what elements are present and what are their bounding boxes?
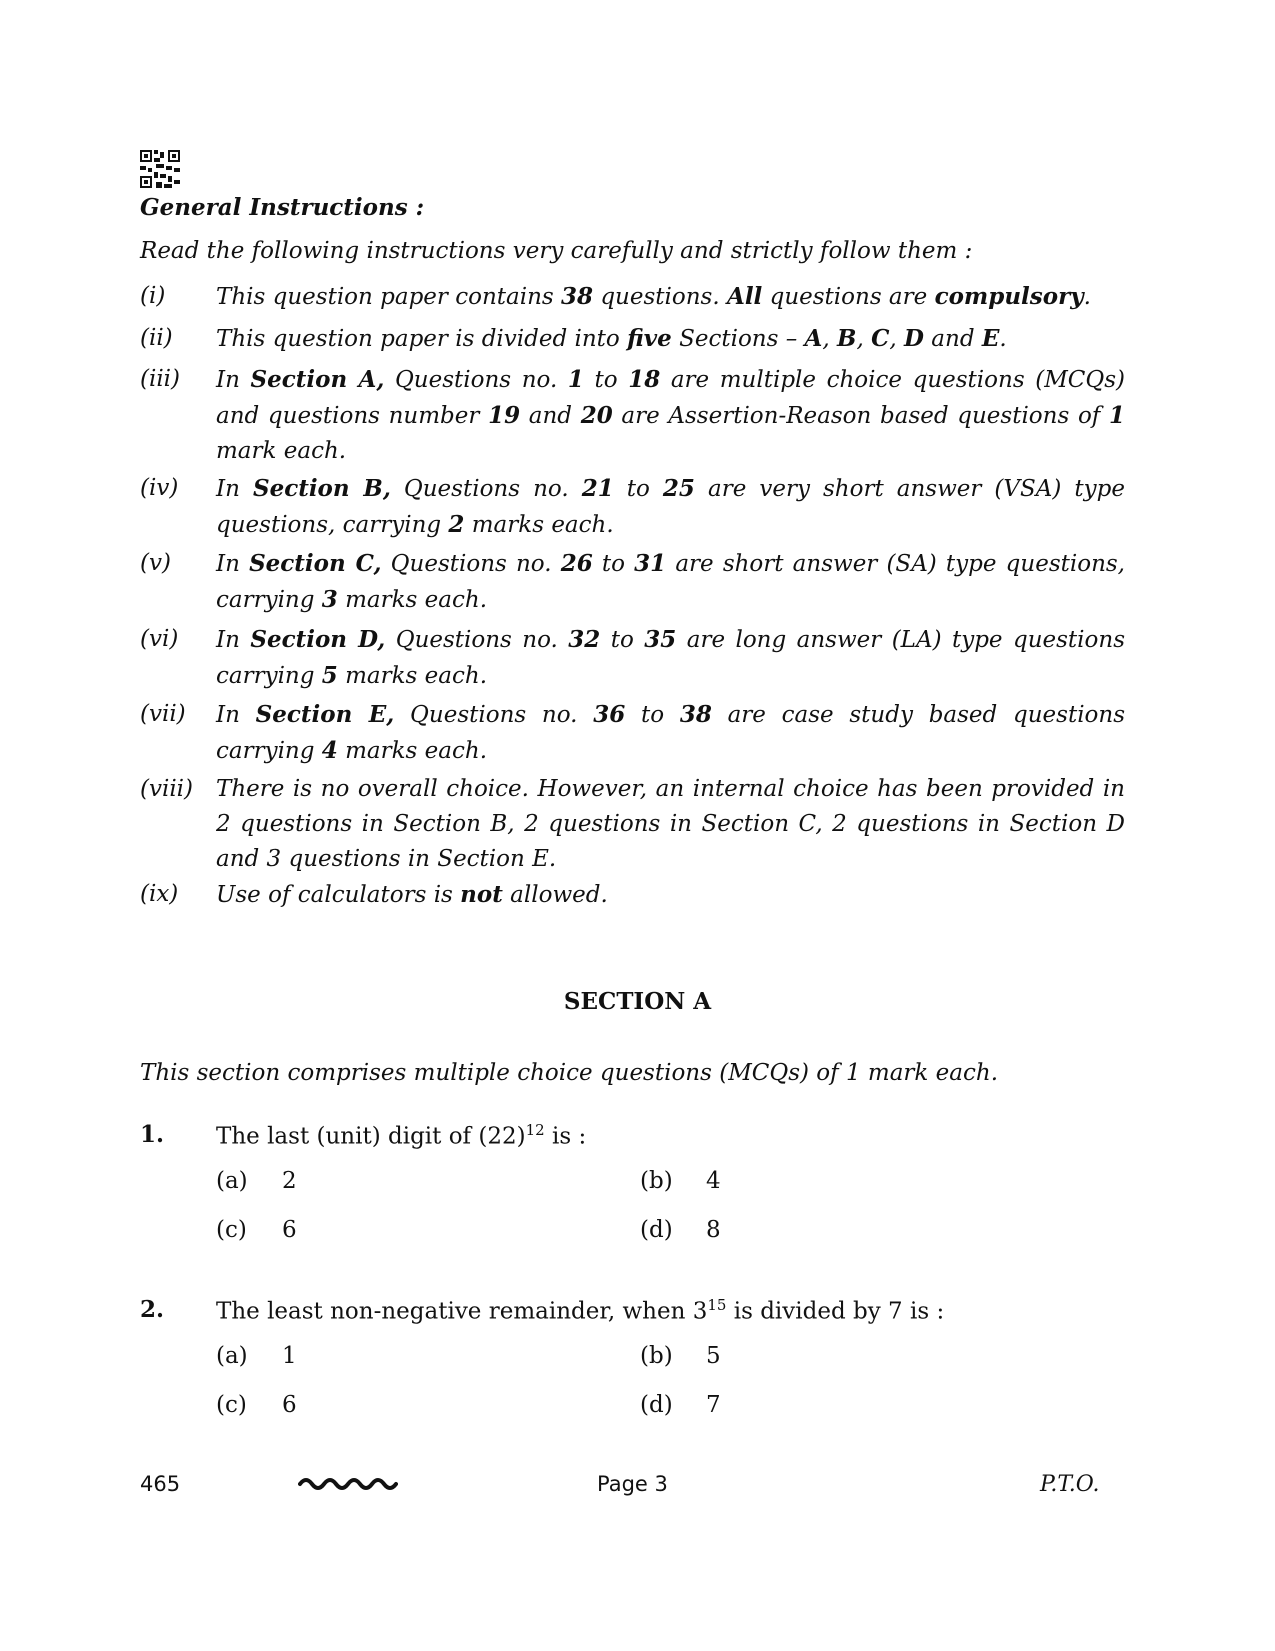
instruction-text xyxy=(216,546,1125,618)
question-text-part: is : xyxy=(544,1123,587,1150)
text-run: are very short answer (VSA) type questions, carrying xyxy=(216,476,1125,538)
emphasis-text: Section E, xyxy=(255,701,395,728)
text-run: allowed. xyxy=(502,882,608,908)
instruction-text xyxy=(216,877,1125,913)
option-value: 8 xyxy=(706,1217,721,1243)
text-run: , xyxy=(822,326,838,352)
question-text xyxy=(216,1296,944,1325)
question-text-part: is divided by 7 is : xyxy=(726,1298,945,1325)
text-run: are Assertion-Reason based questions of xyxy=(612,403,1109,429)
emphasis-text: C xyxy=(871,325,890,352)
text-run: In xyxy=(216,476,253,502)
option-label: (b) xyxy=(640,1168,673,1194)
instruction-item xyxy=(140,697,1125,769)
option-value: 5 xyxy=(706,1343,721,1369)
emphasis-text: 36 xyxy=(593,701,626,728)
section-description: This section comprises multiple choice questions (MCQs) of 1 mark each. xyxy=(140,1060,999,1086)
instruction-item xyxy=(140,877,1125,913)
emphasis-text: 5 xyxy=(321,662,338,689)
text-run: Questions no. xyxy=(390,476,582,502)
instruction-item xyxy=(140,772,1125,877)
option-label: (c) xyxy=(216,1217,247,1243)
instruction-number: (ii) xyxy=(140,325,173,351)
emphasis-text: 20 xyxy=(580,402,613,429)
text-run: marks each. xyxy=(337,587,488,613)
text-run: Questions no. xyxy=(385,627,569,653)
option-label: (a) xyxy=(216,1168,248,1194)
emphasis-text: A xyxy=(804,325,823,352)
option-value: 1 xyxy=(282,1343,297,1369)
option-value: 7 xyxy=(706,1392,721,1418)
instruction-item xyxy=(140,279,1125,315)
instruction-item xyxy=(140,546,1125,618)
emphasis-text: B xyxy=(837,325,857,352)
text-run: and xyxy=(520,403,581,429)
question-text-part: The least non-negative remainder, when 3 xyxy=(216,1298,708,1325)
page-number: Page 3 xyxy=(597,1472,668,1496)
text-run: Questions no. xyxy=(384,367,568,393)
option-label: (b) xyxy=(640,1343,673,1369)
emphasis-text: 18 xyxy=(628,366,661,393)
text-run: questions. xyxy=(593,284,727,310)
text-run: to xyxy=(600,627,645,653)
instruction-item xyxy=(140,321,1125,357)
section-title: SECTION A xyxy=(563,988,712,1015)
text-run: There is no overall choice. However, an internal choice has been provided in 2 questions in Section B, 2 questions in Section C, 2 questions in Section D and 3 questions in Section E. xyxy=(216,776,1125,872)
emphasis-text: 26 xyxy=(560,550,593,577)
text-run: to xyxy=(625,702,680,728)
question-number: 1. xyxy=(140,1121,165,1148)
emphasis-text: Section D, xyxy=(250,626,386,653)
instruction-number: (vi) xyxy=(140,626,179,652)
emphasis-text: 38 xyxy=(679,701,712,728)
text-run: Questions no. xyxy=(381,551,561,577)
question-text xyxy=(216,1121,586,1150)
emphasis-text: 3 xyxy=(321,586,338,613)
instruction-text xyxy=(216,321,1125,357)
emphasis-text: not xyxy=(460,881,503,908)
text-run: In xyxy=(216,702,256,728)
instruction-item xyxy=(140,622,1125,694)
instruction-number: (v) xyxy=(140,550,171,576)
exponent: 12 xyxy=(525,1121,545,1139)
option-label: (d) xyxy=(640,1217,673,1243)
emphasis-text: 32 xyxy=(568,626,601,653)
instruction-number: (i) xyxy=(140,283,166,309)
question-number: 2. xyxy=(140,1296,165,1323)
text-run: questions are xyxy=(762,284,935,310)
instruction-number: (vii) xyxy=(140,701,186,727)
text-run: mark each. xyxy=(216,438,347,464)
emphasis-text: 25 xyxy=(662,475,695,502)
emphasis-text: 38 xyxy=(561,283,594,310)
emphasis-text: 1 xyxy=(567,366,584,393)
emphasis-text: Section C, xyxy=(249,550,382,577)
option-label: (c) xyxy=(216,1392,247,1418)
option-value: 2 xyxy=(282,1168,297,1194)
emphasis-text: 1 xyxy=(1108,402,1125,429)
text-run: , xyxy=(856,326,872,352)
instruction-text xyxy=(216,772,1125,877)
qr-code-icon xyxy=(140,150,180,188)
text-run: , xyxy=(889,326,905,352)
text-run: are multiple choice questions (MCQs) and questions number xyxy=(216,367,1125,429)
instruction-text xyxy=(216,279,1125,315)
emphasis-text: 21 xyxy=(581,475,614,502)
text-run: are long answer (LA) type questions carrying xyxy=(216,627,1125,689)
emphasis-text: E xyxy=(981,325,1000,352)
please-turn-over: P.T.O. xyxy=(1040,1472,1100,1497)
instruction-number: (ix) xyxy=(140,881,179,907)
emphasis-text: 19 xyxy=(488,402,521,429)
general-instructions-heading: General Instructions : xyxy=(140,194,425,221)
text-run: are case study based questions carrying xyxy=(216,702,1126,764)
text-run: are short answer (SA) type questions, carrying xyxy=(216,551,1125,613)
question-text-part: The last (unit) digit of (22) xyxy=(216,1123,526,1150)
emphasis-text: 2 xyxy=(448,511,465,538)
instruction-number: (iii) xyxy=(140,366,181,392)
tilde-ornament-icon xyxy=(298,1472,398,1492)
instruction-text xyxy=(216,471,1125,543)
text-run: In xyxy=(216,367,251,393)
instruction-number: (viii) xyxy=(140,776,194,802)
instruction-text xyxy=(216,362,1125,469)
text-run: This question paper contains xyxy=(216,284,561,310)
exponent: 15 xyxy=(707,1296,727,1314)
text-run: marks each. xyxy=(337,663,488,689)
emphasis-text: 35 xyxy=(644,626,677,653)
text-run: Sections – xyxy=(671,326,805,352)
emphasis-text: All xyxy=(726,283,763,310)
emphasis-text: Section B, xyxy=(252,475,391,502)
instructions-intro: Read the following instructions very carefully and strictly follow them : xyxy=(140,238,973,264)
emphasis-text: five xyxy=(627,325,672,352)
option-label: (d) xyxy=(640,1392,673,1418)
text-run: to xyxy=(613,476,663,502)
instruction-item xyxy=(140,362,1125,469)
emphasis-text: Section A, xyxy=(250,366,385,393)
text-run: . xyxy=(1083,284,1091,310)
option-label: (a) xyxy=(216,1343,248,1369)
instruction-item xyxy=(140,471,1125,543)
text-run: In xyxy=(216,627,251,653)
emphasis-text: 31 xyxy=(634,550,667,577)
text-run: marks each. xyxy=(337,738,488,764)
text-run: marks each. xyxy=(464,512,614,538)
text-run: Use of calculators is xyxy=(216,882,461,908)
emphasis-text: 4 xyxy=(321,737,338,764)
text-run: Questions no. xyxy=(394,702,594,728)
instruction-number: (iv) xyxy=(140,475,179,501)
option-value: 6 xyxy=(282,1392,297,1418)
paper-code: 465 xyxy=(140,1472,181,1496)
text-run: . xyxy=(999,326,1007,352)
option-value: 6 xyxy=(282,1217,297,1243)
text-run: to xyxy=(583,367,629,393)
text-run: In xyxy=(216,551,250,577)
text-run: This question paper is divided into xyxy=(216,326,628,352)
option-value: 4 xyxy=(706,1168,721,1194)
instruction-text xyxy=(216,697,1125,769)
text-run: and xyxy=(924,326,982,352)
emphasis-text: compulsory xyxy=(934,283,1084,310)
text-run: to xyxy=(592,551,635,577)
instruction-text xyxy=(216,622,1125,694)
emphasis-text: D xyxy=(904,325,924,352)
